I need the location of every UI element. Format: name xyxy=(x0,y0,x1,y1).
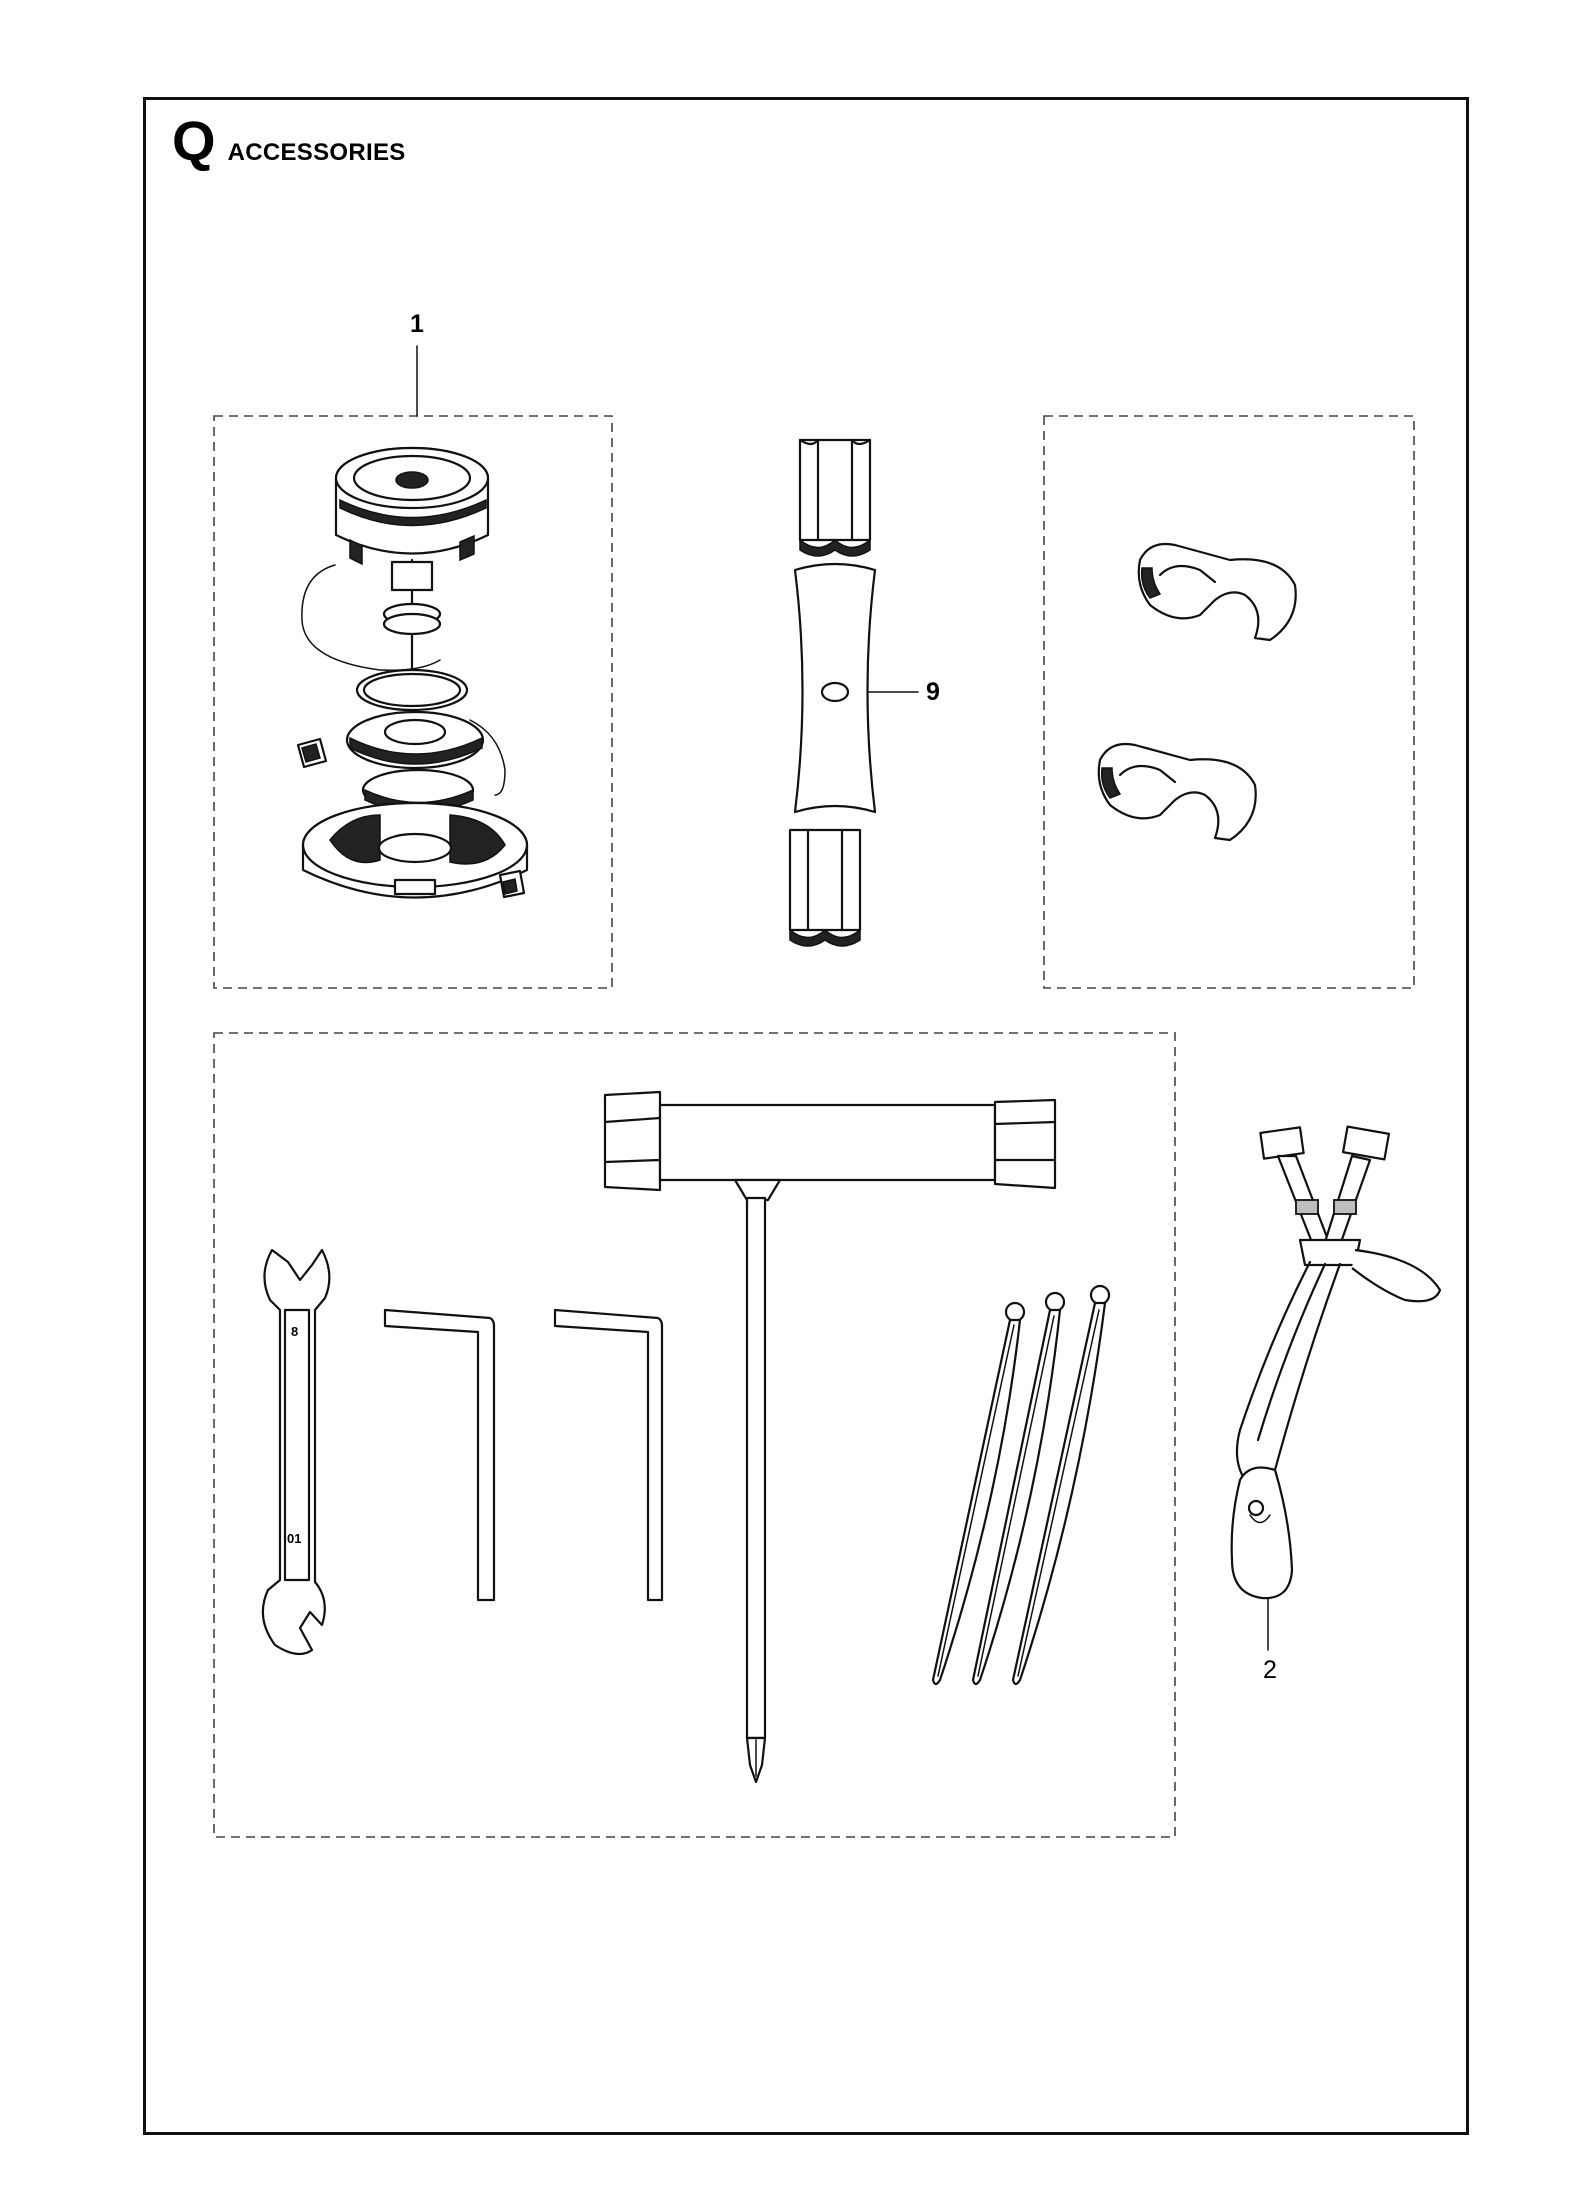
hex-key-left xyxy=(385,1310,494,1600)
callout-harness: 2 xyxy=(1263,1656,1277,1684)
clamp-group-box xyxy=(1044,416,1414,988)
handle-clamps xyxy=(1099,544,1296,840)
svg-text:01: 01 xyxy=(287,1531,302,1546)
blade-with-sleeves xyxy=(790,440,875,946)
section-letter: Q xyxy=(172,109,216,172)
combination-wrench xyxy=(263,1250,329,1654)
cable-ties xyxy=(933,1286,1109,1684)
hex-key-right xyxy=(555,1310,662,1600)
section-title: ACCESSORIES xyxy=(227,139,406,166)
callout-trimmer-head: 1 xyxy=(410,310,424,338)
trimmer-head-exploded xyxy=(298,448,527,898)
svg-text:8: 8 xyxy=(291,1324,299,1339)
callout-blade: 9 xyxy=(926,678,940,706)
shoulder-harness xyxy=(1232,1127,1440,1599)
